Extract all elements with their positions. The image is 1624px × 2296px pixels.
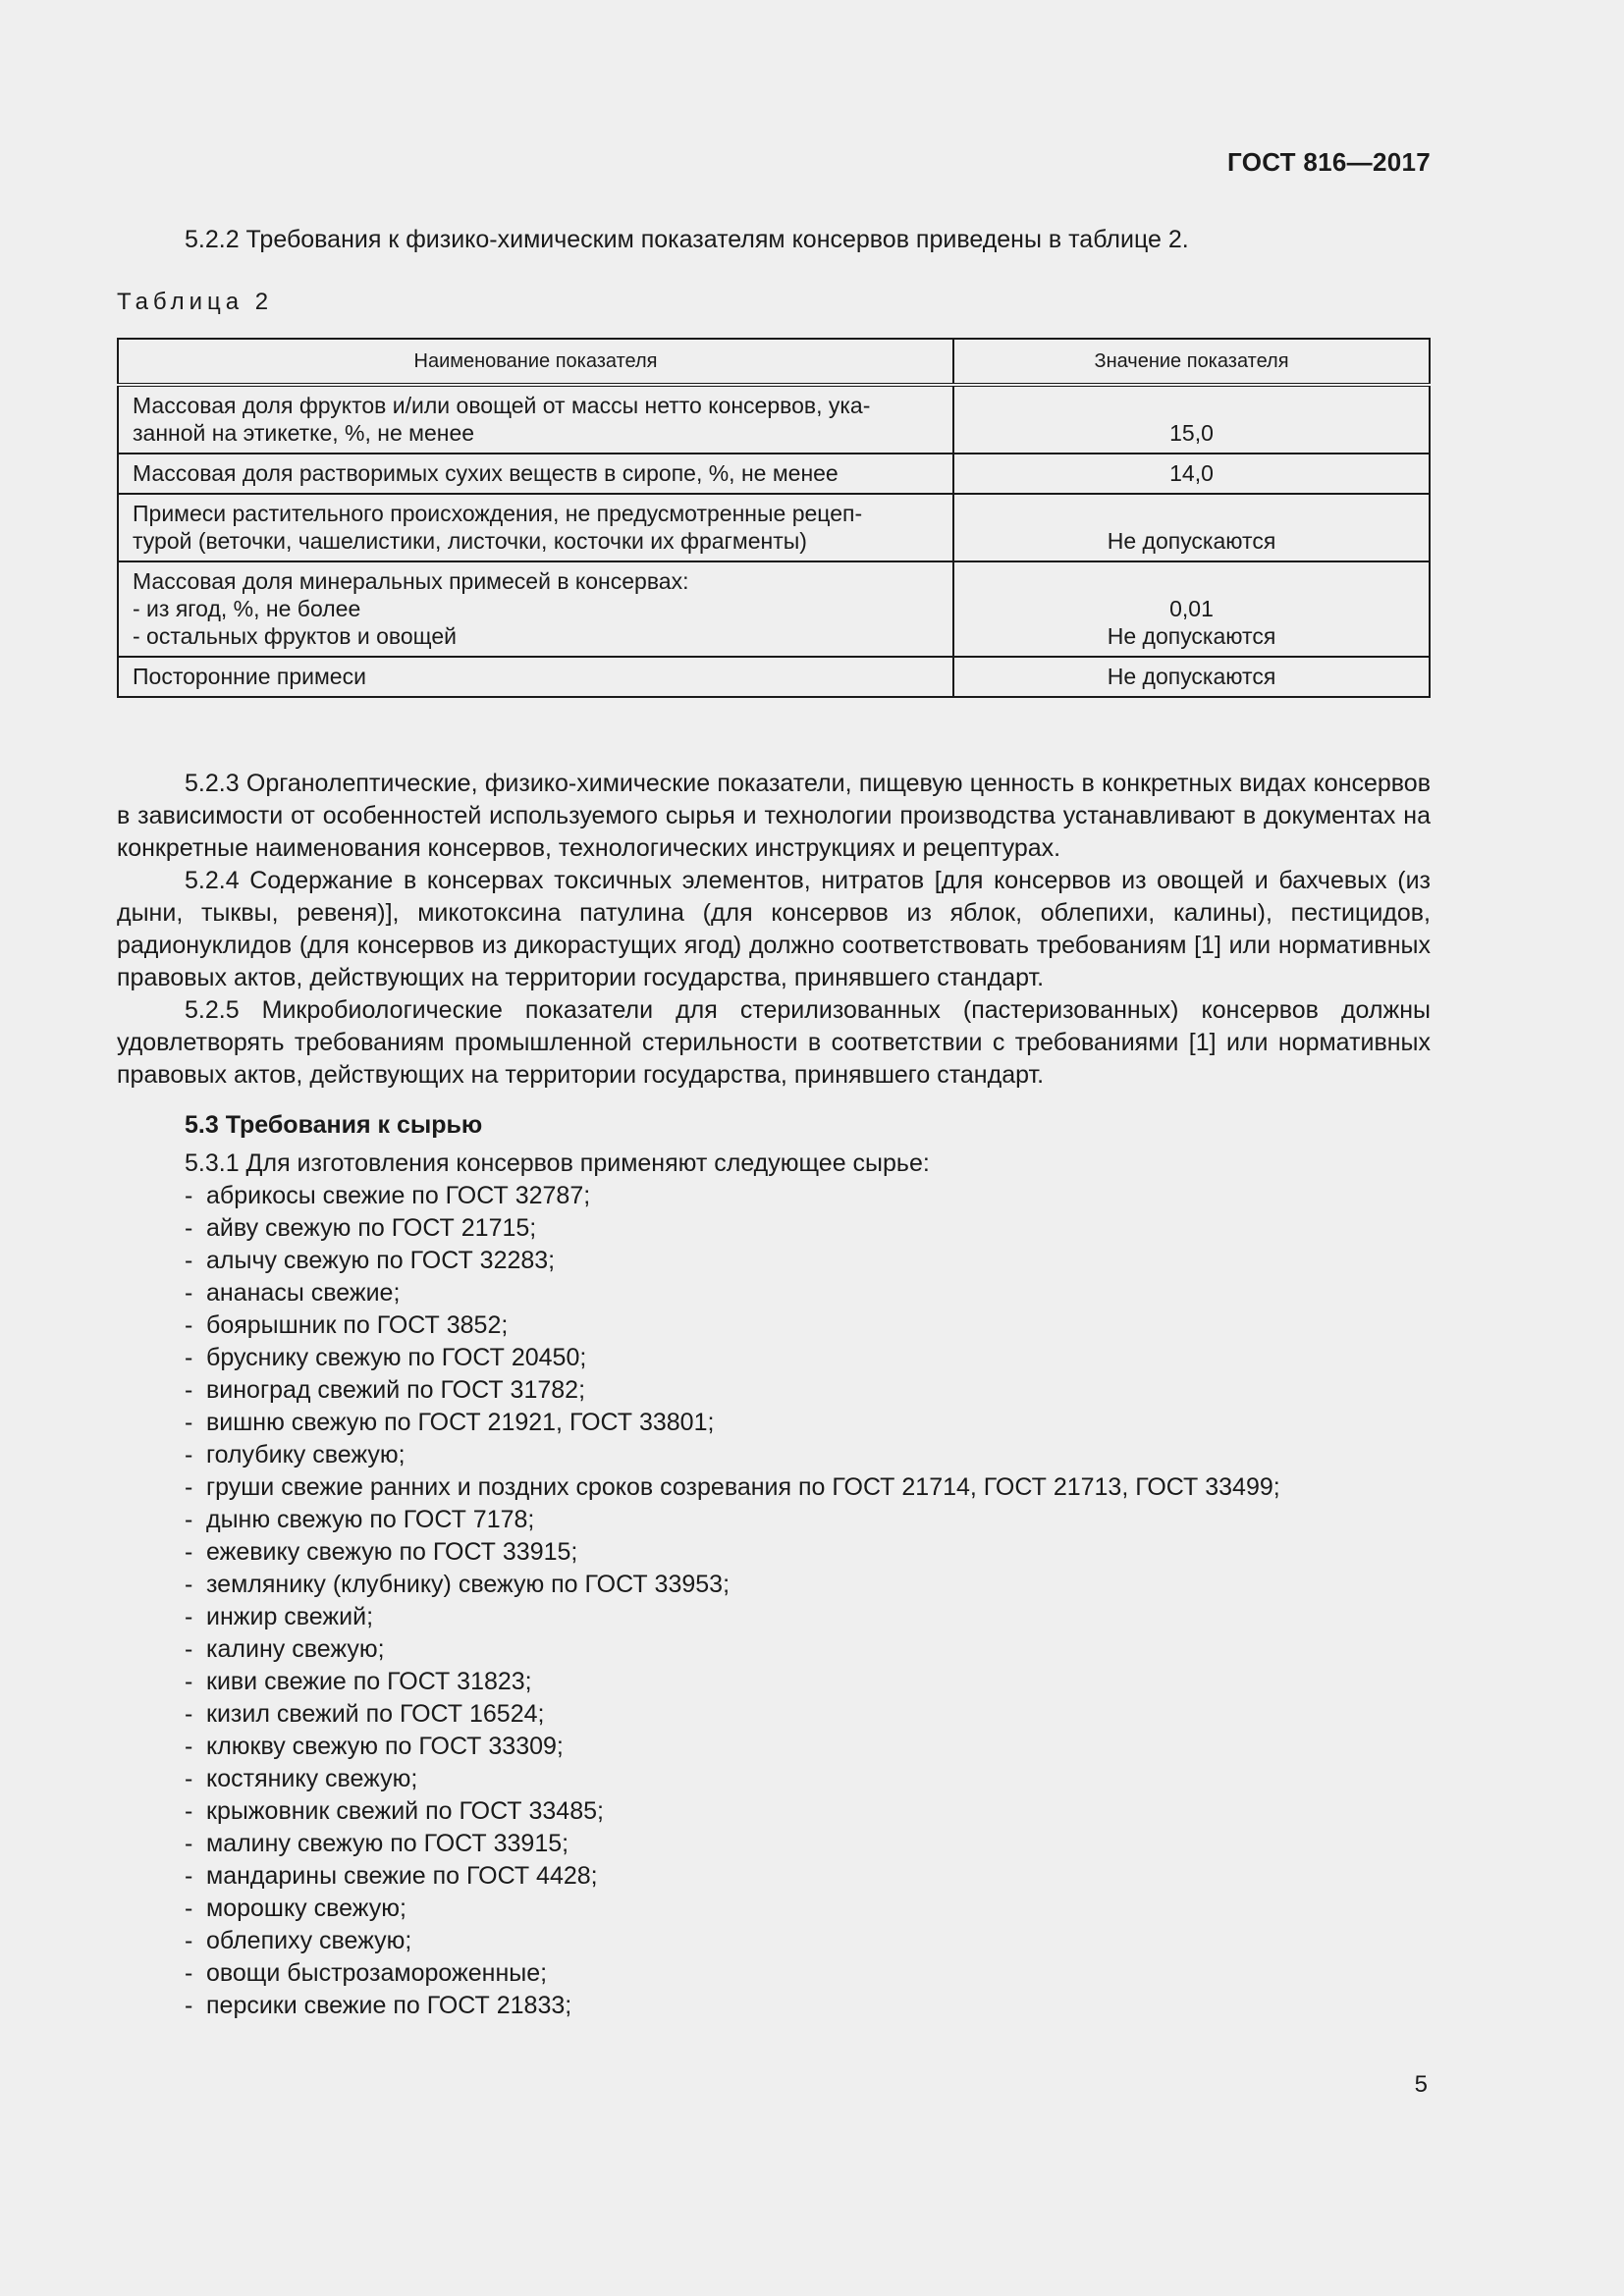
list-item bbox=[185, 1504, 1431, 1536]
list-item bbox=[185, 1569, 1431, 1601]
list-item bbox=[185, 1698, 1431, 1731]
list-item bbox=[185, 1342, 1431, 1374]
list-item bbox=[185, 1957, 1431, 1990]
list-item bbox=[185, 1180, 1431, 1212]
indicator-name-cell bbox=[118, 454, 953, 494]
list-dash: - bbox=[185, 1344, 193, 1371]
indicator-value-cell bbox=[953, 494, 1430, 561]
list-dash: - bbox=[185, 1797, 193, 1825]
column-header-name: Наименование показателя bbox=[118, 339, 953, 385]
indicator-value-cell bbox=[953, 385, 1430, 454]
list-item-text: голубику свежую; bbox=[206, 1441, 406, 1468]
list-item bbox=[185, 1536, 1431, 1569]
indicator-value-line: 0,01 bbox=[1169, 596, 1214, 621]
list-item-text: морошку свежую; bbox=[206, 1895, 406, 1922]
list-item bbox=[185, 1309, 1431, 1342]
list-item-text: персики свежие по ГОСТ 21833; bbox=[206, 1992, 572, 2019]
indicator-name-line: Массовая доля растворимых сухих веществ в сиропе, %, не менее bbox=[133, 460, 839, 486]
list-dash: - bbox=[185, 1700, 193, 1728]
list-item bbox=[185, 1633, 1431, 1666]
raw-materials-list bbox=[117, 1180, 1431, 2022]
paragraph-5-2-3: 5.2.3 Органолептические, физико-химические показатели, пищевую ценность в конкретных видах консервов в зависимости от особенностей используемого сырья и технологии производства устанавливают в документах на конкретные наименования консервов, технологических инструкциях и рецептурах. bbox=[117, 770, 1431, 862]
list-dash: - bbox=[185, 1765, 193, 1792]
indicator-value-line: Не допускаются bbox=[1107, 623, 1276, 649]
list-dash: - bbox=[185, 1862, 193, 1890]
list-item bbox=[185, 1601, 1431, 1633]
indicator-name-cell bbox=[118, 494, 953, 561]
table-row bbox=[118, 657, 1430, 697]
list-item-text: инжир свежий; bbox=[206, 1603, 374, 1630]
list-item-text: киви свежие по ГОСТ 31823; bbox=[206, 1668, 532, 1695]
indicator-value-line: Не допускаются bbox=[1107, 664, 1276, 689]
table-row bbox=[118, 561, 1430, 657]
list-item bbox=[185, 1439, 1431, 1471]
list-item-text: овощи быстрозамороженные; bbox=[206, 1959, 548, 1987]
list-item bbox=[185, 1860, 1431, 1893]
table-row bbox=[118, 454, 1430, 494]
list-item-text: малину свежую по ГОСТ 33915; bbox=[206, 1830, 569, 1857]
indicator-value-cell bbox=[953, 657, 1430, 697]
list-dash: - bbox=[185, 1635, 193, 1663]
paragraph-5-2-4: 5.2.4 Содержание в консервах токсичных элементов, нитратов [для консервов из овощей и бахчевых (из дыни, тыквы, ревеня)], микотоксина патулина (для консервов из яблок, облепихи, калины), пестицидов, радионуклидов (для консервов из дикорастущих ягод) должно соответствовать требованиям [1] или нормативных правовых актов, действующих на территории государства, принявшего стандарт. bbox=[117, 867, 1431, 991]
list-item bbox=[185, 1731, 1431, 1763]
indicator-name-cell bbox=[118, 385, 953, 454]
list-item-text: облепиху свежую; bbox=[206, 1927, 412, 1954]
table-body bbox=[118, 385, 1430, 697]
list-dash: - bbox=[185, 1311, 193, 1339]
list-item-text: кизил свежий по ГОСТ 16524; bbox=[206, 1700, 545, 1728]
indicator-value-cell bbox=[953, 454, 1430, 494]
list-item bbox=[185, 1763, 1431, 1795]
list-dash: - bbox=[185, 1927, 193, 1954]
list-item bbox=[185, 1925, 1431, 1957]
list-item bbox=[185, 1795, 1431, 1828]
list-item-text: вишню свежую по ГОСТ 21921, ГОСТ 33801; bbox=[206, 1409, 715, 1436]
list-dash: - bbox=[185, 1247, 193, 1274]
list-dash: - bbox=[185, 1441, 193, 1468]
list-dash: - bbox=[185, 1571, 193, 1598]
indicator-name-line: Массовая доля минеральных примесей в консервах: bbox=[133, 568, 689, 594]
list-item bbox=[185, 1374, 1431, 1407]
list-item-text: боярышник по ГОСТ 3852; bbox=[206, 1311, 509, 1339]
list-item bbox=[185, 1245, 1431, 1277]
paragraph-5-2-5: 5.2.5 Микробиологические показатели для стерилизованных (пастеризованных) консервов должны удовлетворять требованиям промышленной стерильности в соответствии с требованиями [1] или нормативных правовых актов, действующих на территории государства, принявшего стандарт. bbox=[117, 996, 1431, 1089]
list-dash: - bbox=[185, 1506, 193, 1533]
table-header-row bbox=[118, 339, 1430, 385]
list-item bbox=[185, 1407, 1431, 1439]
indicator-name-line: - остальных фруктов и овощей bbox=[133, 623, 457, 649]
list-item-text: калину свежую; bbox=[206, 1635, 385, 1663]
indicator-name-cell bbox=[118, 657, 953, 697]
intro-paragraph: 5.2.2 Требования к физико-химическим показателям консервов приведены в таблице 2. bbox=[185, 226, 1189, 253]
list-dash: - bbox=[185, 1895, 193, 1922]
indicator-value-cell bbox=[953, 561, 1430, 657]
list-item bbox=[185, 1471, 1431, 1504]
list-item-text: бруснику свежую по ГОСТ 20450; bbox=[206, 1344, 587, 1371]
list-item-text: землянику (клубнику) свежую по ГОСТ 33953; bbox=[206, 1571, 731, 1598]
list-item-text: костянику свежую; bbox=[206, 1765, 418, 1792]
list-dash: - bbox=[185, 1603, 193, 1630]
indicator-name-line: занной на этикетке, %, не менее bbox=[133, 420, 475, 446]
list-dash: - bbox=[185, 1376, 193, 1404]
indicator-name-line: - из ягод, %, не более bbox=[133, 596, 361, 621]
list-dash: - bbox=[185, 1733, 193, 1760]
list-item-text: абрикосы свежие по ГОСТ 32787; bbox=[206, 1182, 591, 1209]
main-text bbox=[117, 768, 1431, 2022]
list-item-text: виноград свежий по ГОСТ 31782; bbox=[206, 1376, 586, 1404]
indicator-value-line: 14,0 bbox=[1169, 460, 1214, 486]
list-item bbox=[185, 1277, 1431, 1309]
indicator-name-line: Массовая доля фруктов и/или овощей от массы нетто консервов, ука- bbox=[133, 393, 871, 418]
indicator-name-line: Посторонние примеси bbox=[133, 664, 366, 689]
list-item bbox=[185, 1212, 1431, 1245]
list-dash: - bbox=[185, 1182, 193, 1209]
indicator-name-cell bbox=[118, 561, 953, 657]
section-title: 5.3 Требования к сырью bbox=[185, 1111, 483, 1139]
standard-code-header: ГОСТ 816—2017 bbox=[1227, 147, 1431, 177]
list-item-text: крыжовник свежий по ГОСТ 33485; bbox=[206, 1797, 604, 1825]
list-item-text: мандарины свежие по ГОСТ 4428; bbox=[206, 1862, 598, 1890]
indicator-name-line: Примеси растительного происхождения, не предусмотренные рецеп- bbox=[133, 501, 863, 526]
list-dash: - bbox=[185, 1214, 193, 1242]
list-dash: - bbox=[185, 1830, 193, 1857]
list-item bbox=[185, 1828, 1431, 1860]
list-item bbox=[185, 1666, 1431, 1698]
list-item-text: ананасы свежие; bbox=[206, 1279, 401, 1307]
list-dash: - bbox=[185, 1538, 193, 1566]
list-item-text: алычу свежую по ГОСТ 32283; bbox=[206, 1247, 556, 1274]
list-dash: - bbox=[185, 1409, 193, 1436]
table-row bbox=[118, 494, 1430, 561]
list-dash: - bbox=[185, 1668, 193, 1695]
list-item-text: ежевику свежую по ГОСТ 33915; bbox=[206, 1538, 578, 1566]
indicator-value-line: Не допускаются bbox=[1107, 528, 1276, 554]
list-dash: - bbox=[185, 1473, 193, 1501]
indicator-value-line: 15,0 bbox=[1169, 420, 1214, 446]
list-dash: - bbox=[185, 1279, 193, 1307]
list-item-text: дыню свежую по ГОСТ 7178; bbox=[206, 1506, 535, 1533]
list-item bbox=[185, 1990, 1431, 2022]
indicators-table bbox=[117, 338, 1431, 698]
list-item-text: груши свежие ранних и поздних сроков созревания по ГОСТ 21714, ГОСТ 21713, ГОСТ 33499; bbox=[206, 1473, 1280, 1501]
table-row bbox=[118, 385, 1430, 454]
indicator-name-line: турой (веточки, чашелистики, листочки, косточки их фрагменты) bbox=[133, 528, 807, 554]
list-item-text: айву свежую по ГОСТ 21715; bbox=[206, 1214, 537, 1242]
list-intro: 5.3.1 Для изготовления консервов применяют следующее сырье: bbox=[185, 1149, 930, 1177]
table-caption: Таблица 2 bbox=[117, 289, 274, 315]
page-number: 5 bbox=[1414, 2071, 1428, 2098]
column-header-value: Значение показателя bbox=[953, 339, 1430, 385]
list-dash: - bbox=[185, 1992, 193, 2019]
list-dash: - bbox=[185, 1959, 193, 1987]
list-item-text: клюкву свежую по ГОСТ 33309; bbox=[206, 1733, 564, 1760]
list-item bbox=[185, 1893, 1431, 1925]
